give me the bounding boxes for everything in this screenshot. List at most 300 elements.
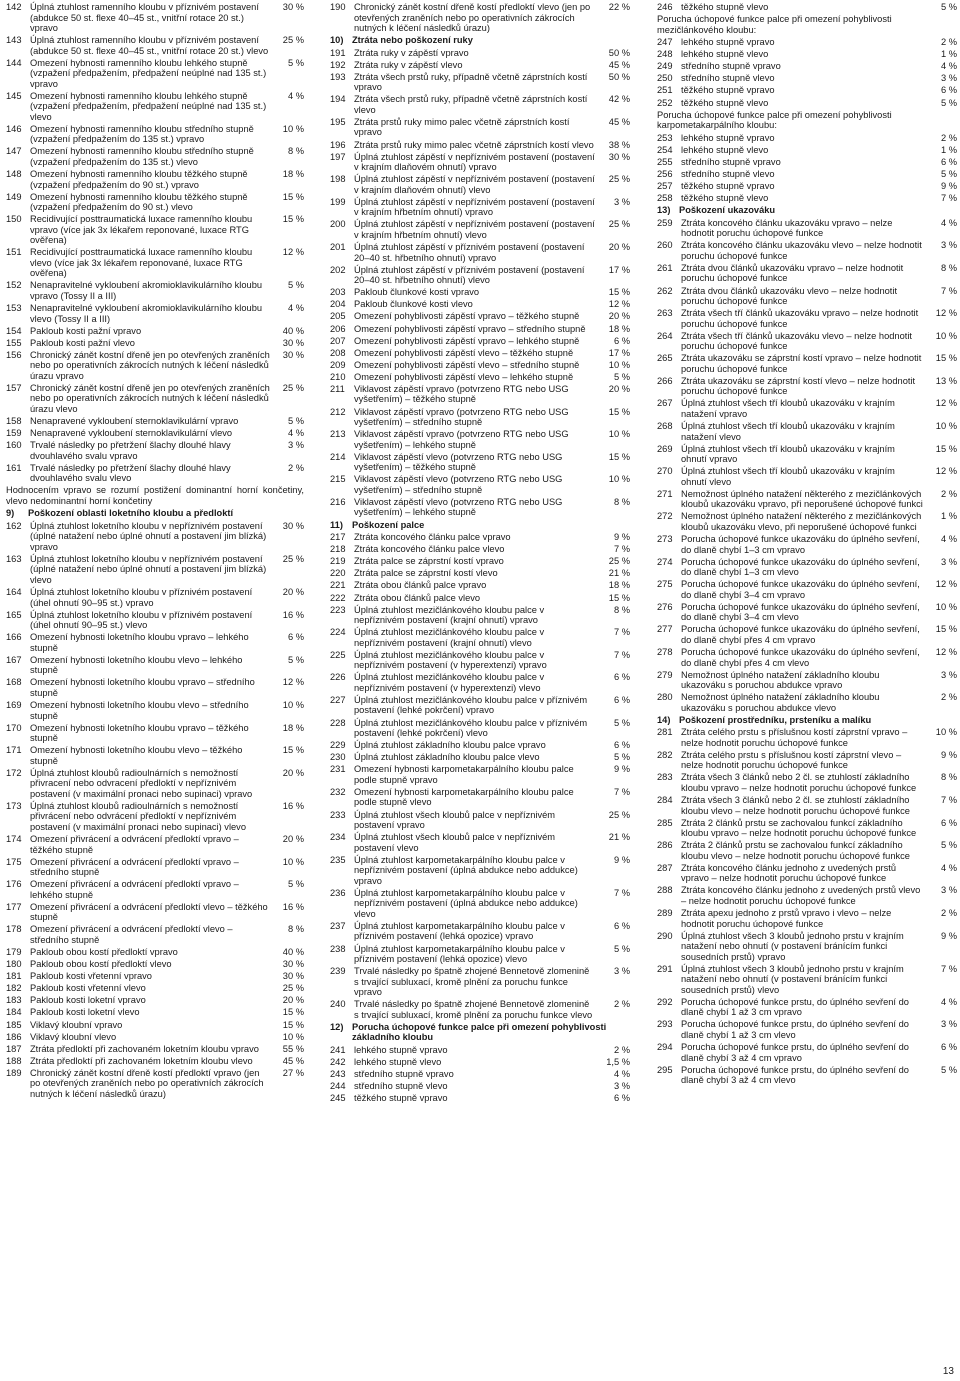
- table-row: [657, 263, 957, 284]
- item-number: 259: [657, 217, 673, 228]
- item-percentage: 5 %: [613, 717, 630, 728]
- table-row: [6, 655, 304, 676]
- item-percentage: 1 %: [940, 49, 957, 60]
- item-percentage: 5 %: [287, 879, 304, 890]
- item-percentage: 22 %: [608, 2, 630, 12]
- item-percentage: 15 %: [282, 191, 304, 202]
- item-description: Chronický zánět kostní dřeně kostí předloktí vlevo (jen po otevřených zraněních nebo po operativních zákrocích nutných k léčení následků úrazu): [354, 2, 591, 33]
- item-percentage: 5 %: [613, 371, 630, 382]
- item-number: 199: [330, 196, 346, 207]
- table-row: [6, 303, 304, 324]
- section-number: 10): [330, 35, 344, 46]
- section-number: 13): [657, 205, 671, 216]
- item-description: lehkého stupně vpravo: [681, 132, 775, 143]
- item-percentage: 10 %: [282, 123, 304, 134]
- item-number: 247: [657, 37, 673, 48]
- item-description: Úplná ztuhlost kloubů radioulnárních s nemožností přivracení nebo odvracení předloktí v nepříznivém postavení (v maximální pronaci nebo supinaci) vpravo: [30, 767, 253, 799]
- item-percentage: 4 %: [287, 303, 304, 314]
- item-description: Úplná ztuhlost kloubů radioulnárních s nemožností přivrácení nebo odvrácení předloktí v nepříznivém postavení (v maximální pronaci nebo supinaci) vlevo: [30, 800, 247, 832]
- item-percentage: 12 %: [608, 299, 630, 310]
- item-description: Omezení přivrácení a odvrácení předloktí vpravo – těžkého stupně: [30, 834, 239, 855]
- item-number: 184: [6, 1007, 22, 1018]
- item-number: 192: [330, 59, 346, 70]
- item-percentage: 6 %: [940, 1042, 957, 1052]
- table-row: [330, 627, 630, 648]
- item-percentage: 20 %: [608, 383, 630, 394]
- item-percentage: 7 %: [613, 627, 630, 638]
- item-number: 264: [657, 330, 673, 341]
- table-row: [330, 219, 630, 240]
- table-row: [6, 959, 304, 970]
- item-description: Trvalé následky po špatně zhojené Bennetově zlomenině s trvající subluxací, kromě plnění za poruchu funkce vlevo: [354, 999, 593, 1020]
- item-percentage: 15 %: [282, 214, 304, 225]
- item-number: 160: [6, 440, 22, 451]
- item-description: Ztráta předloktí při zachovaném loketním kloubu vpravo: [30, 1043, 259, 1054]
- table-row: [6, 326, 304, 337]
- table-row: [657, 692, 957, 713]
- item-description: Omezení přivrácení a odvrácení předloktí vlevo – středního stupně: [30, 924, 233, 945]
- table-row: [330, 999, 630, 1020]
- item-percentage: 3 %: [940, 240, 957, 251]
- table-row: [657, 169, 957, 180]
- section-heading: [330, 1022, 630, 1043]
- item-number: 186: [6, 1031, 22, 1042]
- item-percentage: 10 %: [608, 474, 630, 485]
- item-description: lehkého stupně vlevo: [681, 49, 769, 60]
- item-description: Ztráta apexu jednoho z prstů vpravo i vlevo – nelze hodnotit poruchu úchopové funkce: [681, 908, 892, 929]
- item-description: těžkého stupně vpravo: [681, 181, 775, 192]
- table-row: [6, 146, 304, 167]
- table-row: [330, 174, 630, 195]
- table-row: [330, 429, 630, 450]
- item-percentage: 15 %: [935, 624, 957, 635]
- item-description: Omezení hybnosti loketního kloubu vpravo – lehkého stupně: [30, 632, 249, 653]
- table-row: [330, 311, 630, 322]
- item-percentage: 9 %: [940, 181, 957, 192]
- item-description: Úplná ztuhlost loketního kloubu v nepříznivém postavení (úplné natažení nebo úplné ohnutí a postavení jim blízká) vpravo: [30, 520, 267, 552]
- item-number: 284: [657, 795, 673, 806]
- table-row: [6, 632, 304, 653]
- table-row: [330, 336, 630, 347]
- item-percentage: 7 %: [940, 795, 957, 806]
- item-description: Ztráta prstů ruky mimo palec včetně záprstních kostí vpravo: [354, 116, 570, 138]
- item-percentage: 10 %: [282, 1031, 304, 1042]
- item-number: 268: [657, 421, 673, 432]
- item-number: 234: [330, 832, 346, 843]
- item-number: 276: [657, 601, 673, 612]
- item-percentage: 18 %: [608, 323, 630, 334]
- item-percentage: 10 %: [608, 359, 630, 370]
- item-number: 171: [6, 745, 22, 756]
- table-row: [6, 700, 304, 721]
- item-description: Pakloub kosti vřetenní vlevo: [30, 983, 146, 994]
- item-percentage: 6 %: [613, 694, 630, 705]
- item-description: Úplná ztuhlost karpometakarpálního kloubu palce v nepříznivém postavení (úplná abdukce nebo addukce) vlevo: [354, 887, 578, 919]
- item-percentage: 3 %: [613, 1081, 630, 1092]
- item-description: Úplná ztuhlost loketního kloubu v příznivém postavení (úhel ohnutí 90–95 st.) vlevo: [30, 609, 253, 631]
- item-description: Viklavost zápěstí vlevo (potvrzeno RTG nebo USG vyšetřením) – středního stupně: [354, 474, 563, 495]
- item-number: 181: [6, 971, 22, 982]
- table-row: [330, 532, 630, 543]
- item-description: Ztráta předloktí při zachovaném loketním kloubu vlevo: [30, 1055, 253, 1066]
- item-description: Omezení hybnosti loketního kloubu vlevo – středního stupně: [30, 700, 249, 721]
- item-description: Nemožnost úplného natažení některého z mezičlánkových kloubů ukazováku vpravo, při neporušené úchopové funkci: [681, 488, 923, 510]
- item-percentage: 15 %: [282, 745, 304, 756]
- item-number: 148: [6, 169, 22, 180]
- item-number: 224: [330, 627, 346, 638]
- table-row: [657, 37, 957, 48]
- item-description: těžkého stupně vlevo: [681, 97, 769, 108]
- table-row: [6, 91, 304, 123]
- table-row: [330, 593, 630, 604]
- item-description: Viklavost zápěstí vlevo (potvrzeno RTG nebo USG vyšetřením) – lehkého stupně: [354, 496, 563, 518]
- section-heading: [657, 205, 957, 216]
- item-description: Úplná ztuhlost mezičlánkového kloubu palce v příznivém postavení (lehké pokrčení) vpravo: [354, 694, 588, 716]
- item-description: Ztráta obou článků palce vlevo: [354, 592, 481, 603]
- item-percentage: 7 %: [940, 285, 957, 296]
- item-number: 271: [657, 488, 673, 499]
- table-row: [657, 511, 957, 532]
- item-number: 255: [657, 156, 673, 167]
- item-percentage: 25 %: [608, 556, 630, 567]
- item-description: Ztráta obou článků palce vpravo: [354, 580, 487, 591]
- item-number: 145: [6, 90, 22, 101]
- item-number: 248: [657, 49, 673, 60]
- item-description: Úplná ztuhlost všech tří kloubů ukazováku v krajním ohnutí vlevo: [681, 466, 895, 487]
- item-number: 204: [330, 299, 346, 310]
- item-description: Pakloub kosti loketní vlevo: [30, 1007, 140, 1018]
- section-title: Poškození palce: [352, 519, 425, 530]
- item-percentage: 20 %: [608, 311, 630, 322]
- table-row: [657, 795, 957, 816]
- item-percentage: 40 %: [282, 325, 304, 336]
- table-row: [330, 740, 630, 751]
- table-row: [6, 745, 304, 766]
- table-row: [6, 247, 304, 279]
- item-percentage: 16 %: [282, 901, 304, 912]
- item-percentage: 9 %: [940, 749, 957, 760]
- item-number: 194: [330, 94, 346, 105]
- item-percentage: 7 %: [940, 193, 957, 204]
- item-description: Úplná ztuhlost mezičlánkového kloubu palce v nepříznivém postavení (v hyperextenzi) vlevo: [354, 672, 545, 693]
- item-percentage: 3 %: [940, 73, 957, 84]
- table-row: [330, 888, 630, 920]
- table-row: [657, 931, 957, 963]
- item-number: 240: [330, 999, 346, 1010]
- item-percentage: 7 %: [940, 963, 957, 974]
- item-percentage: 3 %: [940, 669, 957, 680]
- item-percentage: 30 %: [282, 959, 304, 970]
- item-number: 173: [6, 800, 22, 811]
- table-row: [330, 324, 630, 335]
- table-row: [6, 463, 304, 484]
- item-description: Trvalé následky po špatně zhojené Bennetově zlomenině s trvající subluxací, kromě plnění za poruchu funkce vpravo: [354, 966, 590, 998]
- item-description: Ztráta všech 3 článků nebo 2 čl. se ztuhlostí základního kloubu vpravo – nelze hodnotit poruchu úchopové funkce: [681, 772, 917, 793]
- item-percentage: 21 %: [608, 832, 630, 843]
- item-percentage: 2 %: [940, 488, 957, 499]
- item-percentage: 21 %: [608, 568, 630, 579]
- item-number: 190: [330, 2, 346, 12]
- item-percentage: 9 %: [613, 854, 630, 865]
- table-row: [330, 855, 630, 887]
- table-row: [657, 49, 957, 60]
- item-number: 258: [657, 193, 673, 204]
- item-percentage: 15 %: [282, 1007, 304, 1018]
- item-description: Úplná ztuhlost mezičlánkového kloubu palce v nepříznivém postavení (krajní ohnutí) vlevo: [354, 627, 545, 648]
- table-row: [330, 718, 630, 739]
- table-row: [330, 810, 630, 831]
- table-row: [330, 787, 630, 808]
- item-percentage: 5 %: [287, 57, 304, 68]
- item-number: 223: [330, 604, 346, 615]
- item-percentage: 1 %: [940, 144, 957, 155]
- item-percentage: 27 %: [282, 1067, 304, 1078]
- item-number: 237: [330, 920, 346, 931]
- item-description: Úplná ztuhlost zápěstí v nepříznivém postavení (postavení v krajním hřbetním ohnutí) vpravo: [354, 196, 595, 218]
- item-percentage: 3 %: [940, 556, 957, 567]
- item-description: Ztráta všech tří článků ukazováku vpravo – nelze hodnotit poruchu úchopové funkce: [681, 308, 919, 329]
- table-row: [330, 72, 630, 93]
- item-percentage: 9 %: [613, 764, 630, 775]
- item-number: 179: [6, 946, 22, 957]
- item-number: 233: [330, 809, 346, 820]
- table-row: [657, 193, 957, 204]
- item-number: 252: [657, 97, 673, 108]
- table-row: [330, 650, 630, 671]
- table-row: [6, 35, 304, 56]
- item-number: 230: [330, 752, 346, 763]
- column-1: [6, 2, 304, 1101]
- item-percentage: 6 %: [613, 740, 630, 751]
- item-percentage: 2 %: [940, 908, 957, 919]
- table-row: [657, 624, 957, 645]
- item-number: 155: [6, 337, 22, 348]
- item-number: 174: [6, 834, 22, 844]
- table-row: [330, 1045, 630, 1056]
- table-row: [330, 152, 630, 173]
- item-description: Ztráta palce se záprstní kostí vlevo: [354, 568, 498, 579]
- item-number: 142: [6, 2, 22, 12]
- item-number: 164: [6, 587, 22, 598]
- table-row: [657, 772, 957, 793]
- table-row: [657, 534, 957, 555]
- item-description: Nenapravitelné vykloubení akromioklavikulárního kloubu vlevo (Tossy II a III): [30, 303, 263, 324]
- item-number: 208: [330, 347, 346, 358]
- item-percentage: 20 %: [282, 587, 304, 598]
- table-row: [330, 372, 630, 383]
- item-number: 207: [330, 335, 346, 346]
- table-row: [330, 299, 630, 310]
- item-number: 163: [6, 553, 22, 564]
- item-description: Ztráta 2 článků prstu se zachovalou funkcí základního kloubu vpravo – nelze hodnotit poruchu úchopové funkce: [681, 817, 917, 839]
- item-description: Úplná ztuhlost karpometakarpálního kloubu palce v příznivém postavení (lehká opozice) vlevo: [354, 943, 565, 964]
- item-description: Úplná ztuhlost mezičlánkového kloubu palce v nepříznivém postavení (krajní ohnutí) vpravo: [354, 604, 545, 626]
- item-number: 182: [6, 983, 22, 994]
- table-row: [657, 421, 957, 442]
- table-row: [330, 605, 630, 626]
- item-percentage: 25 %: [282, 553, 304, 564]
- item-number: 270: [657, 466, 673, 477]
- item-percentage: 15 %: [608, 451, 630, 462]
- item-description: Omezení pohyblivosti zápěstí vlevo – těžkého stupně: [354, 347, 574, 358]
- item-number: 295: [657, 1064, 673, 1075]
- item-number: 266: [657, 375, 673, 386]
- table-row: [6, 924, 304, 945]
- table-row: [6, 338, 304, 349]
- item-description: Chronický zánět kostní dřeně kostí předloktí vpravo (jen po otevřených zraněních nebo po operativních zákrocích nutných k léčení následků úrazu): [30, 1067, 264, 1099]
- item-number: 292: [657, 996, 673, 1007]
- item-description: Úplná ztuhlost zápěstí v nepříznivém postavení (postavení v krajním hřbetním ohnutí) vlevo: [354, 219, 595, 240]
- item-percentage: 38 %: [608, 139, 630, 150]
- table-row: [6, 610, 304, 631]
- section-heading: [6, 508, 304, 519]
- item-percentage: 3 %: [613, 966, 630, 977]
- table-row: [6, 1068, 304, 1100]
- item-percentage: 18 %: [608, 580, 630, 591]
- item-number: 158: [6, 416, 22, 426]
- item-description: Úplná ztuhlost zápěstí v příznivém postavení (postavení 20–40 st. hřbetního ohnutí) vlevo: [354, 264, 585, 286]
- item-percentage: 8 %: [287, 146, 304, 157]
- table-row: [6, 834, 304, 855]
- item-description: Omezení pohyblivosti zápěstí vpravo – těžkého stupně: [354, 311, 580, 322]
- item-description: Viklavost zápěstí vpravo (potvrzeno RTG nebo USG vyšetřením) – těžkého stupně: [354, 383, 569, 405]
- item-number: 153: [6, 303, 22, 314]
- table-row: [6, 1056, 304, 1067]
- item-percentage: 15 %: [935, 443, 957, 454]
- table-row: [657, 98, 957, 109]
- item-description: Pakloub obou kostí předloktí vpravo: [30, 946, 178, 957]
- table-row: [330, 764, 630, 785]
- item-description: Ztráta celého prstu s příslušnou kostí záprstní vpravo – nelze hodnotit poruchu úchopové funkce: [681, 727, 908, 748]
- table-row: [657, 61, 957, 72]
- item-description: Úplná ztuhlost mezičlánkového kloubu palce v nepříznivém postavení (v hyperextenzi) vpravo: [354, 649, 547, 671]
- item-description: Trvalé následky po přetržení šlachy dlouhé hlavy dvouhlavého svalu vlevo: [30, 462, 231, 484]
- section-number: 9): [6, 508, 15, 519]
- table-row: [330, 2, 630, 34]
- item-number: 197: [330, 151, 346, 162]
- table-row: [657, 218, 957, 239]
- table-row: [657, 964, 957, 996]
- item-description: Úplná ztuhlost všech kloubů palce v nepříznivém postavení vlevo: [354, 832, 556, 853]
- item-number: 221: [330, 580, 346, 591]
- table-row: [657, 353, 957, 374]
- table-row: [6, 983, 304, 994]
- table-row: [330, 117, 630, 138]
- table-row: [330, 832, 630, 853]
- item-percentage: 4 %: [940, 217, 957, 228]
- item-number: 209: [330, 359, 346, 370]
- item-number: 147: [6, 146, 22, 157]
- item-percentage: 30 %: [282, 349, 304, 360]
- table-row: [6, 1007, 304, 1018]
- table-row: [657, 1065, 957, 1086]
- item-number: 241: [330, 1044, 346, 1055]
- section-title: Porucha úchopové funkce palce při omezení pohyblivosti základního kloubu: [352, 1021, 607, 1043]
- item-number: 144: [6, 57, 22, 68]
- table-row: [6, 768, 304, 800]
- item-percentage: 17 %: [608, 264, 630, 275]
- item-percentage: 6 %: [613, 335, 630, 346]
- table-row: [657, 863, 957, 884]
- table-row: [657, 2, 957, 13]
- table-row: [6, 1032, 304, 1043]
- item-percentage: 25 %: [282, 983, 304, 994]
- item-percentage: 20 %: [282, 767, 304, 778]
- item-percentage: 25 %: [608, 174, 630, 185]
- item-number: 278: [657, 647, 673, 657]
- table-row: [330, 966, 630, 998]
- item-percentage: 2 %: [940, 692, 957, 703]
- item-number: 265: [657, 353, 673, 364]
- item-number: 218: [330, 544, 346, 555]
- item-number: 229: [330, 740, 346, 751]
- item-number: 150: [6, 214, 22, 225]
- item-number: 291: [657, 963, 673, 974]
- table-row: [330, 944, 630, 965]
- item-number: 196: [330, 139, 346, 150]
- item-number: 157: [6, 382, 22, 393]
- table-row: [657, 818, 957, 839]
- table-row: [330, 544, 630, 555]
- item-description: Nemožnost úplného natažení některého z mezičlánkových kloubů ukazováku vlevo, při neporušené úchopové funkci: [681, 511, 922, 532]
- item-description: Omezení přivrácení a odvrácení předloktí vpravo – lehkého stupně: [30, 879, 239, 900]
- section-title: Poškození oblasti loketního kloubu a předloktí: [28, 508, 234, 519]
- item-percentage: 3 %: [287, 440, 304, 451]
- item-description: Ztráta 2 článků prstu se zachovalou funkcí základního kloubu vlevo – nelze hodnotit poruchu úchopové funkce: [681, 840, 910, 861]
- item-percentage: 8 %: [287, 924, 304, 935]
- item-percentage: 5 %: [940, 1064, 957, 1075]
- table-row: [330, 580, 630, 591]
- item-percentage: 1,5 %: [606, 1056, 630, 1067]
- table-row: [657, 602, 957, 623]
- table-row: [657, 286, 957, 307]
- table-row: [6, 58, 304, 90]
- item-description: Porucha úchopové funkce ukazováku do úplného sevření, do dlaně chybí přes 4 cm vlevo: [681, 647, 920, 668]
- item-description: Pakloub obou kostí předloktí vlevo: [30, 959, 172, 970]
- table-row: [6, 801, 304, 833]
- table-row: [657, 670, 957, 691]
- item-percentage: 25 %: [608, 809, 630, 820]
- item-number: 269: [657, 443, 673, 454]
- item-number: 215: [330, 474, 346, 485]
- item-number: 232: [330, 786, 346, 797]
- item-number: 275: [657, 579, 673, 590]
- table-row: [6, 947, 304, 958]
- item-description: Úplná ztuhlost všech tří kloubů ukazováku v krajním ohnutí vpravo: [681, 443, 895, 465]
- item-number: 214: [330, 451, 346, 462]
- table-row: [330, 672, 630, 693]
- item-description: Omezení pohyblivosti zápěstí vpravo – středního stupně: [354, 323, 586, 334]
- table-row: [6, 971, 304, 982]
- item-description: Ztráta koncového článku palce vpravo: [354, 532, 511, 543]
- item-percentage: 45 %: [608, 59, 630, 70]
- item-description: Úplná ztuhlost všech tří kloubů ukazováku v krajním natažení vpravo: [681, 398, 895, 419]
- item-description: Omezení pohyblivosti zápěstí vpravo – lehkého stupně: [354, 335, 580, 346]
- item-description: Nemožnost úplného natažení základního kloubu ukazováku s poruchou abdukce vlevo: [681, 692, 880, 713]
- item-number: 222: [330, 592, 346, 603]
- column-2: [330, 2, 630, 1105]
- item-number: 151: [6, 247, 22, 258]
- item-percentage: 15 %: [608, 592, 630, 603]
- item-description: středního stupně vpravo: [681, 156, 781, 167]
- item-number: 274: [657, 556, 673, 567]
- item-number: 277: [657, 624, 673, 635]
- item-percentage: 10 %: [282, 700, 304, 711]
- item-description: Ztráta ruky v zápěstí vlevo: [354, 59, 463, 70]
- item-description: lehkého stupně vlevo: [354, 1056, 442, 1067]
- item-percentage: 10 %: [935, 727, 957, 738]
- table-row: [6, 192, 304, 213]
